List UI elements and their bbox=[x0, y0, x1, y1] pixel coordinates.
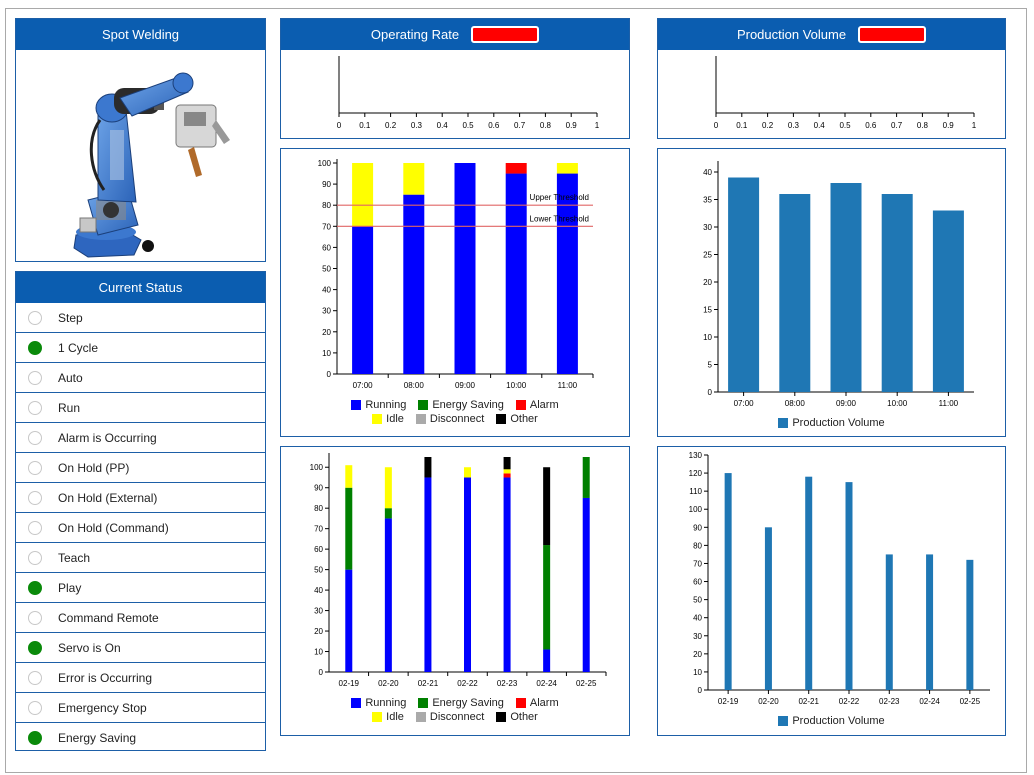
robot-arm-image bbox=[16, 50, 265, 261]
legend-label: Other bbox=[510, 413, 538, 425]
legend-label: Production Volume bbox=[792, 715, 885, 727]
legend-swatch bbox=[418, 698, 428, 708]
bar-segment-running bbox=[543, 649, 550, 672]
bar-segment-idle bbox=[352, 163, 373, 226]
legend-item[interactable] bbox=[416, 413, 484, 425]
status-panel bbox=[15, 271, 266, 751]
production-bar bbox=[886, 554, 893, 690]
status-label: Play bbox=[58, 580, 82, 595]
y-tick-label: 100 bbox=[317, 159, 331, 168]
y-tick-label: 130 bbox=[688, 451, 702, 460]
legend-swatch bbox=[372, 414, 382, 424]
daily-operating-panel bbox=[280, 446, 630, 736]
x-tick-label: 02-23 bbox=[496, 679, 518, 688]
x-tick-label: 0.9 bbox=[565, 121, 577, 130]
legend-swatch bbox=[351, 698, 361, 708]
y-tick-label: 80 bbox=[693, 541, 702, 551]
bar-segment-energy-saving bbox=[385, 508, 392, 518]
x-tick-label: 08:00 bbox=[403, 381, 424, 390]
y-tick-label: 0 bbox=[318, 668, 323, 677]
legend-swatch bbox=[516, 400, 526, 410]
legend-swatch bbox=[418, 400, 428, 410]
legend-item[interactable] bbox=[416, 711, 484, 723]
status-lamp-icon bbox=[28, 311, 42, 325]
y-tick-label: 25 bbox=[703, 250, 712, 260]
bar-segment-idle bbox=[464, 467, 471, 477]
x-tick-label: 0.1 bbox=[359, 121, 371, 130]
legend-item[interactable] bbox=[351, 697, 406, 709]
bar-segment-energy-saving bbox=[543, 545, 550, 649]
status-row bbox=[16, 303, 265, 333]
status-lamp-icon bbox=[28, 431, 42, 445]
x-tick-label: 11:00 bbox=[938, 399, 959, 408]
y-tick-label: 30 bbox=[322, 306, 331, 316]
x-tick-label: 1 bbox=[594, 121, 600, 130]
status-lamp-icon bbox=[28, 701, 42, 715]
operating-rate-gauge-chart bbox=[281, 50, 629, 138]
x-tick-label: 02-21 bbox=[798, 697, 819, 706]
x-tick-label: 0 bbox=[713, 121, 719, 130]
bar-segment-other bbox=[543, 467, 550, 545]
legend-label: Idle bbox=[386, 711, 404, 723]
status-row bbox=[16, 333, 265, 363]
x-tick-label: 02-21 bbox=[417, 679, 439, 688]
x-tick-label: 02-22 bbox=[457, 679, 478, 688]
daily-production-chart bbox=[658, 447, 1005, 735]
y-tick-label: 0 bbox=[697, 686, 702, 695]
x-tick-label: 10:00 bbox=[506, 381, 527, 390]
legend-swatch bbox=[351, 400, 361, 410]
production-bar bbox=[725, 473, 732, 690]
x-tick-label: 0.3 bbox=[787, 121, 799, 130]
y-tick-label: 70 bbox=[314, 524, 323, 534]
y-tick-label: 20 bbox=[693, 649, 702, 659]
bar-segment-idle bbox=[345, 465, 352, 488]
status-label: On Hold (PP) bbox=[58, 460, 130, 475]
hourly-operating-chart bbox=[281, 149, 629, 436]
hourly-production-legend bbox=[658, 417, 1005, 429]
legend-swatch bbox=[496, 414, 506, 424]
bar-segment-running bbox=[403, 195, 424, 374]
bar-segment-running bbox=[506, 174, 527, 374]
legend-swatch bbox=[416, 712, 426, 722]
status-row bbox=[16, 723, 265, 751]
operating-rate-panel bbox=[280, 18, 630, 139]
legend-item[interactable] bbox=[496, 711, 538, 723]
x-tick-label: 0.5 bbox=[839, 121, 851, 130]
y-tick-label: 20 bbox=[314, 627, 323, 637]
status-label: Teach bbox=[58, 550, 91, 565]
production-volume-panel bbox=[657, 18, 1006, 139]
bar-segment-other bbox=[504, 457, 511, 469]
y-tick-label: 80 bbox=[314, 504, 323, 514]
bar-segment-idle bbox=[403, 163, 424, 195]
status-row bbox=[16, 693, 265, 723]
bar-segment-alarm bbox=[506, 163, 527, 174]
status-row bbox=[16, 363, 265, 393]
threshold-label: Upper Threshold bbox=[529, 193, 589, 203]
daily-production-legend bbox=[658, 715, 1005, 727]
y-tick-label: 40 bbox=[703, 168, 712, 177]
y-tick-label: 30 bbox=[314, 606, 323, 616]
legend-swatch bbox=[496, 712, 506, 722]
legend-item[interactable] bbox=[418, 399, 504, 411]
y-tick-label: 10 bbox=[703, 333, 712, 342]
legend-swatch bbox=[372, 712, 382, 722]
y-tick-label: 40 bbox=[314, 586, 323, 596]
legend-swatch bbox=[778, 418, 788, 428]
x-tick-label: 02-25 bbox=[575, 679, 597, 688]
x-tick-label: 02-19 bbox=[338, 679, 360, 688]
status-row bbox=[16, 423, 265, 453]
x-tick-label: 07:00 bbox=[733, 399, 754, 408]
x-tick-label: 02-24 bbox=[536, 679, 557, 688]
x-tick-label: 0.2 bbox=[762, 121, 774, 130]
x-tick-label: 0.4 bbox=[813, 121, 825, 130]
y-tick-label: 20 bbox=[322, 327, 331, 337]
robot-panel-title: Spot Welding bbox=[101, 27, 180, 42]
daily-production-panel bbox=[657, 446, 1006, 736]
y-tick-label: 80 bbox=[322, 201, 331, 211]
status-row bbox=[16, 603, 265, 633]
y-tick-label: 100 bbox=[688, 505, 702, 515]
y-tick-label: 70 bbox=[322, 222, 331, 232]
x-tick-label: 0 bbox=[336, 121, 342, 130]
status-row bbox=[16, 573, 265, 603]
status-panel-title: Current Status bbox=[98, 280, 183, 295]
legend-item[interactable] bbox=[372, 413, 404, 425]
legend-swatch bbox=[416, 414, 426, 424]
status-label: Servo is On bbox=[58, 640, 121, 655]
production-volume-title: Production Volume bbox=[736, 27, 847, 42]
status-lamp-icon bbox=[28, 401, 42, 415]
status-label: Command Remote bbox=[58, 610, 159, 625]
legend-item[interactable] bbox=[516, 399, 559, 411]
x-tick-label: 02-20 bbox=[378, 679, 399, 688]
x-tick-label: 02-20 bbox=[758, 697, 779, 706]
bar-segment-running bbox=[424, 477, 431, 672]
production-bar bbox=[966, 560, 973, 690]
legend-label: Alarm bbox=[529, 697, 559, 709]
y-tick-label: 60 bbox=[322, 243, 331, 253]
status-label: On Hold (External) bbox=[58, 490, 158, 505]
legend-label: Production Volume bbox=[792, 417, 885, 429]
status-label: 1 Cycle bbox=[58, 340, 99, 355]
status-lamp-icon bbox=[28, 461, 42, 475]
legend-swatch bbox=[778, 716, 788, 726]
y-tick-label: 60 bbox=[693, 577, 702, 587]
status-row bbox=[16, 483, 265, 513]
production-bar bbox=[779, 194, 810, 392]
x-tick-label: 02-23 bbox=[879, 697, 900, 706]
status-row bbox=[16, 513, 265, 543]
production-volume-header bbox=[658, 19, 1005, 50]
x-tick-label: 02-25 bbox=[959, 697, 981, 706]
x-tick-label: 1 bbox=[971, 121, 977, 130]
status-lamp-icon bbox=[28, 521, 42, 535]
status-lamp-icon bbox=[28, 731, 42, 745]
y-tick-label: 110 bbox=[689, 487, 702, 497]
y-tick-label: 100 bbox=[309, 463, 323, 473]
status-lamp-icon bbox=[28, 611, 42, 625]
y-tick-label: 50 bbox=[314, 565, 323, 575]
y-tick-label: 5 bbox=[707, 360, 712, 370]
bar-segment-running bbox=[455, 163, 476, 374]
status-row bbox=[16, 543, 265, 573]
y-tick-label: 50 bbox=[322, 264, 331, 274]
bar-segment-running bbox=[464, 477, 471, 672]
y-tick-label: 10 bbox=[314, 647, 323, 657]
y-tick-label: 10 bbox=[693, 667, 702, 677]
y-tick-label: 60 bbox=[314, 545, 323, 555]
bar-segment-energy-saving bbox=[345, 488, 352, 570]
robot-panel-header bbox=[16, 19, 265, 50]
bar-segment-other bbox=[424, 457, 431, 477]
bar-segment-idle bbox=[385, 467, 392, 508]
x-tick-label: 0.5 bbox=[462, 121, 474, 130]
status-label: Alarm is Occurring bbox=[58, 430, 157, 445]
x-tick-label: 07:00 bbox=[352, 381, 373, 390]
legend-label: Energy Saving bbox=[432, 697, 504, 709]
production-bar bbox=[846, 482, 853, 690]
x-tick-label: 0.2 bbox=[385, 121, 397, 130]
y-tick-label: 20 bbox=[703, 278, 712, 287]
production-bar bbox=[728, 178, 759, 393]
legend-item[interactable] bbox=[516, 697, 559, 709]
y-tick-label: 10 bbox=[322, 348, 331, 358]
x-tick-label: 0.8 bbox=[539, 121, 551, 130]
x-tick-label: 11:00 bbox=[557, 381, 578, 390]
production-volume-gauge-chart bbox=[658, 50, 1005, 138]
y-tick-label: 0 bbox=[326, 370, 331, 379]
status-label: Step bbox=[58, 310, 83, 325]
legend-label: Disconnect bbox=[429, 711, 485, 723]
bar-segment-running bbox=[385, 518, 392, 672]
legend-item[interactable] bbox=[418, 697, 504, 709]
x-tick-label: 0.7 bbox=[514, 121, 526, 130]
bar-segment-idle bbox=[504, 469, 511, 473]
status-row bbox=[16, 633, 265, 663]
x-tick-label: 0.4 bbox=[436, 121, 448, 130]
x-tick-label: 02-19 bbox=[717, 697, 739, 706]
legend-label: Disconnect bbox=[429, 413, 485, 425]
production-volume-indicator bbox=[858, 26, 926, 43]
y-tick-label: 40 bbox=[322, 285, 331, 295]
status-label: Run bbox=[58, 400, 81, 415]
x-tick-label: 0.1 bbox=[736, 121, 748, 130]
x-tick-label: 0.6 bbox=[865, 121, 877, 130]
x-tick-label: 10:00 bbox=[887, 399, 908, 408]
y-tick-label: 120 bbox=[688, 469, 702, 479]
x-tick-label: 0.9 bbox=[942, 121, 954, 130]
status-list bbox=[16, 303, 265, 751]
operating-rate-header bbox=[281, 19, 629, 50]
legend-item[interactable] bbox=[778, 417, 884, 429]
legend-item[interactable] bbox=[372, 711, 404, 723]
x-tick-label: 02-24 bbox=[919, 697, 940, 706]
x-tick-label: 09:00 bbox=[835, 399, 857, 408]
status-lamp-icon bbox=[28, 341, 42, 355]
bar-segment-idle bbox=[557, 163, 578, 174]
x-tick-label: 09:00 bbox=[454, 381, 476, 390]
status-label: Emergency Stop bbox=[58, 700, 147, 715]
legend-label: Idle bbox=[386, 413, 404, 425]
bar-segment-running bbox=[583, 498, 590, 672]
x-tick-label: 0.7 bbox=[891, 121, 903, 130]
status-label: Auto bbox=[58, 370, 83, 385]
y-tick-label: 40 bbox=[693, 613, 702, 623]
y-tick-label: 30 bbox=[703, 223, 712, 232]
x-tick-label: 0.3 bbox=[410, 121, 422, 130]
legend-label: Running bbox=[365, 399, 407, 411]
status-lamp-icon bbox=[28, 581, 42, 595]
x-tick-label: 0.6 bbox=[488, 121, 500, 130]
hourly-production-chart bbox=[658, 149, 1005, 436]
bar-segment-alarm bbox=[504, 473, 511, 477]
bar-segment-energy-saving bbox=[583, 457, 590, 498]
legend-item[interactable] bbox=[351, 399, 406, 411]
y-tick-label: 90 bbox=[314, 483, 323, 493]
bar-segment-running bbox=[352, 226, 373, 374]
daily-operating-chart bbox=[281, 447, 629, 735]
x-tick-label: 0.8 bbox=[916, 121, 928, 130]
legend-label: Alarm bbox=[529, 399, 559, 411]
hourly-operating-panel bbox=[280, 148, 630, 437]
daily-operating-legend bbox=[281, 697, 629, 723]
robot-panel bbox=[15, 18, 266, 262]
status-lamp-icon bbox=[28, 671, 42, 685]
y-tick-label: 90 bbox=[322, 180, 331, 190]
threshold-label: Lower Threshold bbox=[529, 214, 589, 224]
status-row bbox=[16, 663, 265, 693]
status-label: On Hold (Command) bbox=[58, 520, 169, 535]
bar-segment-running bbox=[504, 477, 511, 672]
production-bar bbox=[805, 477, 812, 690]
production-bar bbox=[933, 211, 964, 393]
status-label: Energy Saving bbox=[58, 731, 137, 745]
y-tick-label: 50 bbox=[693, 595, 702, 605]
bar-segment-running bbox=[345, 570, 352, 672]
status-row bbox=[16, 453, 265, 483]
status-panel-header bbox=[16, 272, 265, 303]
production-bar bbox=[765, 527, 772, 690]
hourly-operating-legend bbox=[281, 399, 629, 425]
legend-item[interactable] bbox=[496, 413, 538, 425]
status-lamp-icon bbox=[28, 371, 42, 385]
operating-rate-title: Operating Rate bbox=[370, 27, 460, 42]
production-bar bbox=[926, 554, 933, 690]
legend-label: Running bbox=[365, 697, 407, 709]
status-lamp-icon bbox=[28, 641, 42, 655]
y-tick-label: 35 bbox=[703, 195, 712, 205]
legend-item[interactable] bbox=[778, 715, 884, 727]
status-lamp-icon bbox=[28, 551, 42, 565]
status-row bbox=[16, 393, 265, 423]
y-tick-label: 30 bbox=[693, 631, 702, 641]
y-tick-label: 90 bbox=[693, 523, 702, 533]
production-bar bbox=[882, 194, 913, 392]
legend-swatch bbox=[516, 698, 526, 708]
legend-label: Other bbox=[510, 711, 538, 723]
operating-rate-indicator bbox=[471, 26, 539, 43]
y-tick-label: 0 bbox=[707, 388, 712, 397]
bar-segment-running bbox=[557, 174, 578, 374]
x-tick-label: 08:00 bbox=[784, 399, 805, 408]
x-tick-label: 02-22 bbox=[838, 697, 860, 706]
status-label: Error is Occurring bbox=[58, 670, 153, 685]
y-tick-label: 70 bbox=[693, 559, 702, 569]
legend-label: Energy Saving bbox=[432, 399, 504, 411]
status-lamp-icon bbox=[28, 491, 42, 505]
production-bar bbox=[831, 183, 862, 392]
y-tick-label: 15 bbox=[703, 305, 712, 315]
hourly-production-panel bbox=[657, 148, 1006, 437]
